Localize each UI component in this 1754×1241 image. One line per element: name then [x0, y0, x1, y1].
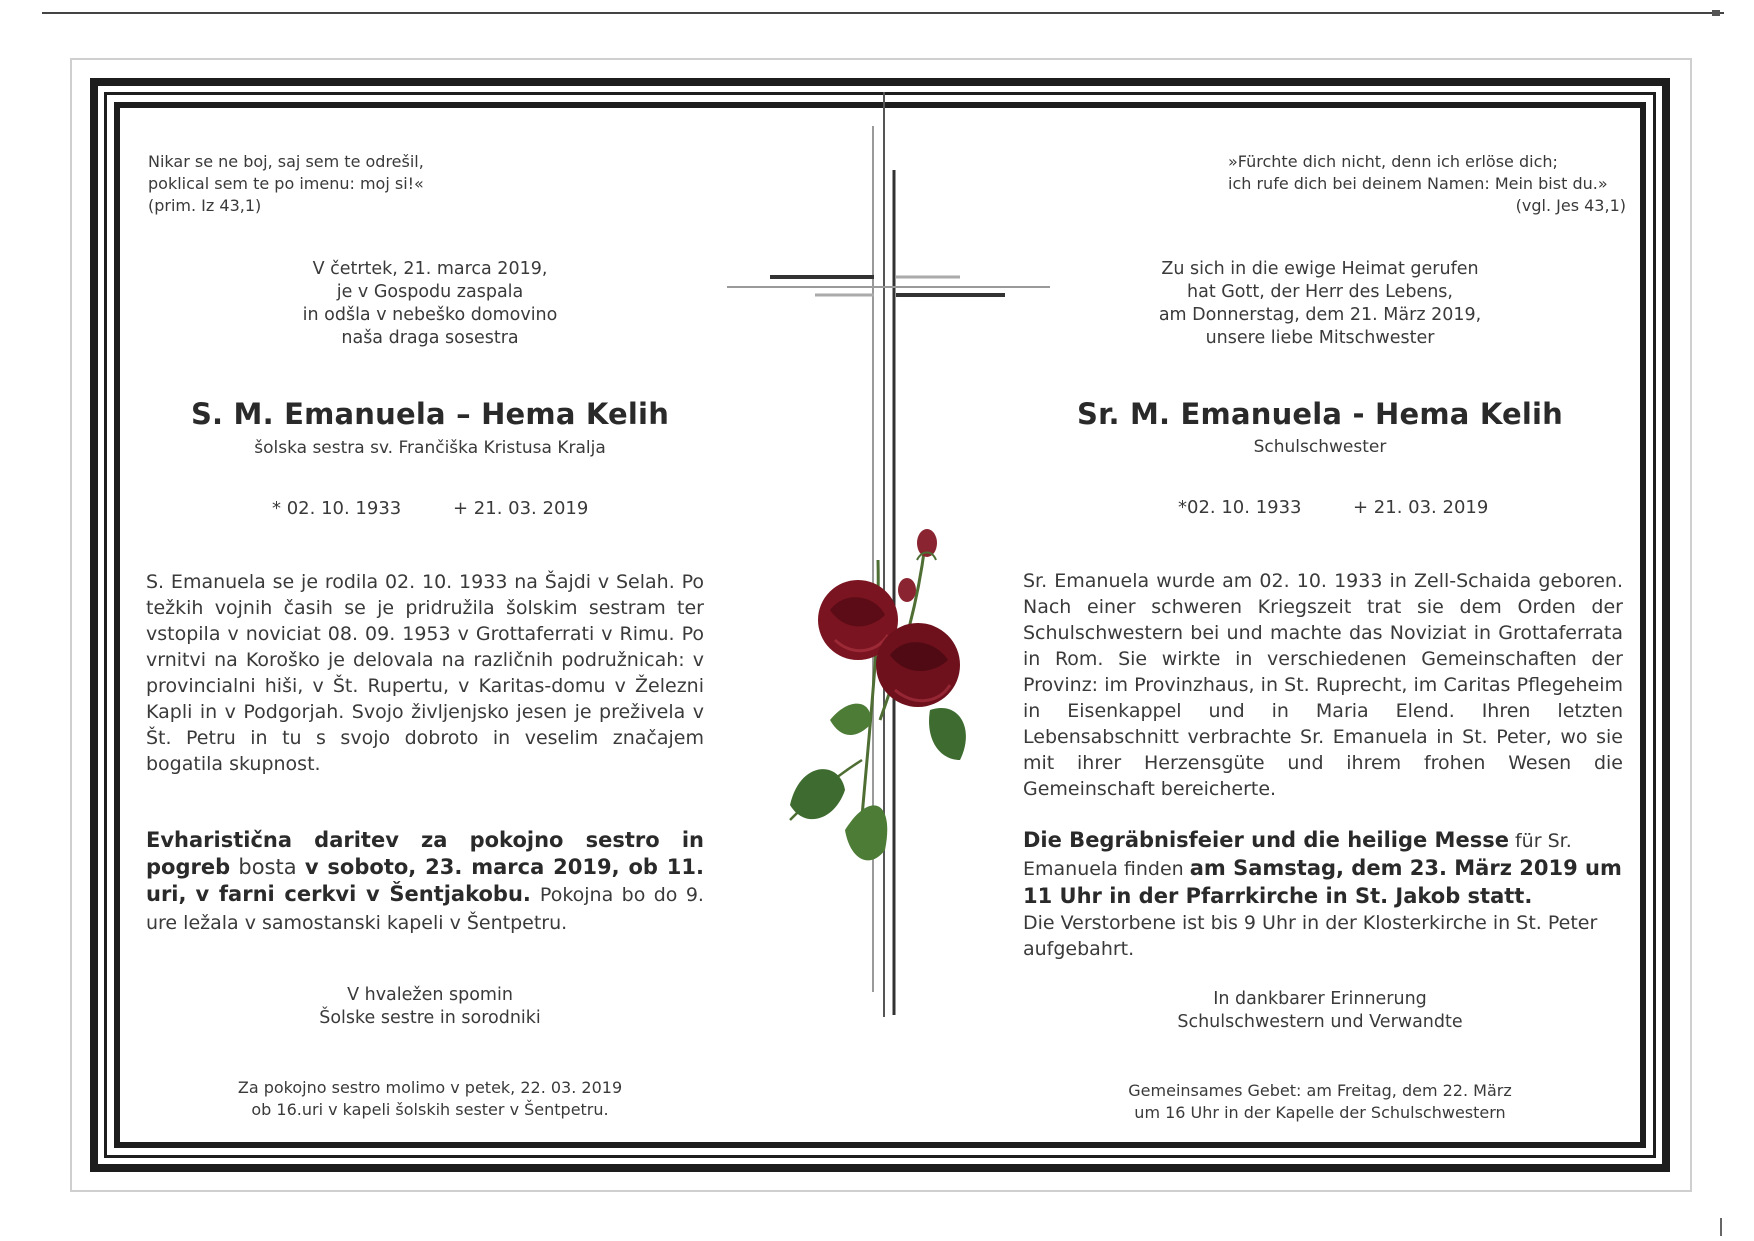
left-intro-line: V četrtek, 21. marca 2019,: [312, 259, 548, 279]
right-deceased-name: Sr. M. Emanuela - Hema Kelih: [1076, 397, 1563, 431]
right-funeral-heading: Die Begräbnisfeier und die heilige Messe: [1023, 828, 1509, 852]
left-funeral-notice: [146, 827, 704, 937]
left-funeral-date: v soboto, 23. marca 2019, ob 11. uri,: [146, 855, 704, 906]
right-prayer-line: um 16 Uhr in der Kapelle der Schulschwestern: [1134, 1103, 1506, 1122]
left-deceased-name: S. M. Emanuela – Hema Kelih: [190, 397, 670, 431]
right-funeral-date-place: am Samstag, dem 23. März 2019 um 11 Uhr in der Pfarrkirche in St. Jakob statt.: [1023, 856, 1622, 908]
left-death-date: + 21. 03. 2019: [453, 498, 589, 519]
right-intro: [1120, 258, 1520, 350]
left-quote: [148, 151, 478, 217]
left-intro-line: in odšla v nebeško domovino: [302, 305, 558, 325]
left-quote-reference: (prim. Iz 43,1): [148, 196, 262, 215]
left-biography: S. Emanuela se je rodila 02. 10. 1933 na Šajdi v Selah. Po težkih vojnih časih se je pridružila šolskim sestram ter vstopila v noviciat 08. 09. 1953 v Grottaferrati v Rimu. Po vrnitvi na Koroško je delovala na različnih podružnicah: v provincialni hiši, v Št. Rupertu, v Karitas-domu v Železni Kapli in v Podgorjah. Svojo življenjsko jesen je preživela v Št. Petru in tu s svojo dobroto in veselim značajem bogatila skupnost.: [146, 571, 704, 775]
left-intro-line: je v Gospodu zaspala: [336, 282, 524, 302]
left-prayer-notice: [190, 1077, 670, 1121]
left-funeral-place: v farni cerkvi v Šentjakobu.: [195, 882, 531, 906]
right-quote-line: »Fürchte dich nicht, denn ich erlöse dich;: [1228, 152, 1558, 171]
right-intro-line: Zu sich in die ewige Heimat gerufen: [1161, 259, 1479, 279]
center-divider: [883, 92, 885, 1017]
left-prayer-line: ob 16.uri v kapeli šolskih sester v Šentpetru.: [251, 1100, 609, 1119]
right-funeral-text: für Sr. Emanuela finden: [1023, 830, 1572, 880]
right-prayer-line: Gemeinsames Gebet: am Freitag, dem 22. März: [1128, 1081, 1512, 1100]
left-funeral-text: Pokojna bo do 9. ure ležala v samostanski kapeli v Šentpetru.: [146, 884, 704, 934]
right-funeral-text: Die Verstorbene ist bis 9 Uhr in der Klosterkirche in St. Peter aufgebahrt.: [1023, 912, 1598, 960]
left-intro: [230, 258, 630, 350]
left-quote-line: poklical sem te po imenu: moj si!«: [148, 174, 424, 193]
left-funeral-heading: Evharistična daritev za pokojno sestro in pogreb: [146, 828, 704, 879]
right-quote-reference: (vgl. Jes 43,1): [1515, 196, 1626, 215]
right-intro-line: hat Gott, der Herr des Lebens,: [1187, 282, 1453, 302]
right-death-date: + 21. 03. 2019: [1353, 497, 1489, 518]
right-intro-line: am Donnerstag, dem 21. März 2019,: [1158, 305, 1482, 325]
right-birth-date: *02. 10. 1933: [1178, 497, 1302, 518]
right-closing-line: In dankbarer Erinnerung: [1213, 989, 1427, 1009]
left-birth-date: * 02. 10. 1933: [272, 498, 402, 519]
right-quote-line: ich rufe dich bei deinem Namen: Mein bist du.»: [1228, 174, 1608, 193]
right-intro-line: unsere liebe Mitschwester: [1205, 328, 1435, 348]
right-closing-line: Schulschwestern und Verwandte: [1177, 1012, 1463, 1032]
right-prayer-notice: [1090, 1080, 1550, 1124]
left-prayer-line: Za pokojno sestro molimo v petek, 22. 03. 2019: [237, 1078, 623, 1097]
left-intro-line: naša draga sosestra: [341, 328, 519, 348]
left-funeral-text: bosta: [238, 855, 305, 879]
right-biography: Sr. Emanuela wurde am 02. 10. 1933 in Zell-Schaida geboren. Nach einer schweren Kriegszeit trat sie dem Orden der Schulschwestern bei und machte das Noviziat in Grottaferrata in Rom. Sie wirkte in verschiedenen Gemeinschaften der Provinz: im Provinzhaus, in St. Ruprecht, im Caritas Pflegeheim in Eisenkappel und in Maria Elend. Ihren letzten Lebensabschnitt verbrachte Sr. Emanuela in St. Peter, wo sie mit ihrer Herzensgüte und ihrem frohen Wesen die Gemeinschaft bereicherte.: [1023, 570, 1623, 800]
scan-mark: [1720, 1218, 1722, 1236]
scan-mark: [1712, 10, 1720, 16]
right-subtitle: Schulschwester: [1253, 437, 1387, 457]
left-subtitle: šolska sestra sv. Frančiška Kristusa Kralja: [254, 438, 606, 458]
top-edge-line: [42, 12, 1724, 14]
left-closing-line: V hvaležen spomin: [347, 985, 513, 1005]
left-closing-line: Šolske sestre in sorodniki: [319, 1008, 541, 1028]
right-funeral-notice: [1023, 827, 1623, 962]
right-quote: [1130, 151, 1626, 217]
left-quote-line: Nikar se ne boj, saj sem te odrešil,: [148, 152, 424, 171]
left-closing: [250, 984, 610, 1030]
right-closing: [1130, 988, 1510, 1034]
